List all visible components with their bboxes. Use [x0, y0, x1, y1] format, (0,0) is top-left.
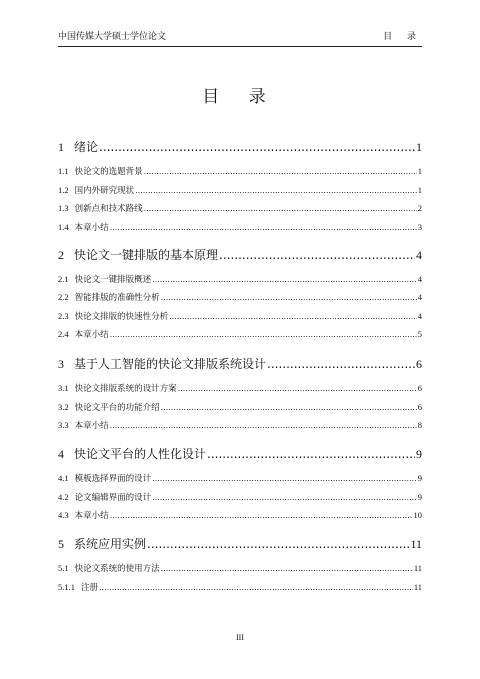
- toc-entry-title: 快论文的选题背景: [74, 167, 143, 177]
- toc-entry-title: 创新点和技术路线: [74, 204, 143, 214]
- toc-entry-number: 2.1: [58, 274, 69, 284]
- toc-entry-number: 2.3: [58, 311, 69, 321]
- page-title: 目 录: [202, 87, 278, 107]
- toc-section-entry[interactable]: [58, 310, 422, 322]
- toc-entry-title: 论文编辑界面的设计: [74, 493, 152, 503]
- toc-dot-leader: [161, 293, 417, 302]
- toc-dot-leader: [152, 474, 417, 483]
- toc-dot-leader: [169, 312, 417, 321]
- toc-entry-page: 4: [417, 274, 422, 284]
- toc-section-entry[interactable]: [58, 291, 422, 303]
- toc-entry-page: 2: [417, 203, 422, 213]
- toc-entry-title: 快论文排版的快速性分析: [74, 312, 169, 322]
- toc-chapter-entry[interactable]: [58, 355, 422, 372]
- toc-entry-title: 快论文平台的人性化设计: [74, 447, 207, 461]
- toc-entry-title: 国内外研究现状: [74, 186, 135, 196]
- toc-section-entry[interactable]: [58, 419, 422, 431]
- toc-dot-leader: [152, 493, 417, 502]
- toc-section-entry[interactable]: [58, 491, 422, 503]
- toc-entry-number: 1.1: [58, 166, 69, 176]
- toc-entry-page: 11: [413, 563, 422, 573]
- toc-entry-page: 1: [417, 185, 422, 195]
- toc-entry-number: 1.2: [58, 185, 69, 195]
- toc-entry-number: 4.1: [58, 473, 69, 483]
- toc-section-entry[interactable]: [58, 509, 422, 521]
- toc-chapter-entry[interactable]: [58, 445, 422, 462]
- toc-entry-number: 5.1: [58, 563, 69, 573]
- toc-entry-page: 10: [413, 510, 422, 520]
- toc-dot-leader: [135, 186, 417, 195]
- toc-dot-leader: [178, 384, 417, 393]
- toc-section-entry[interactable]: [58, 562, 422, 574]
- toc-dot-leader: [110, 330, 417, 339]
- toc-entry-number: 2.4: [58, 329, 69, 339]
- toc-entry-number: 3: [58, 357, 64, 371]
- toc-entry-title: 本章小结: [74, 223, 109, 233]
- toc-entry-title: 快论文一键排版的基本原理: [74, 248, 219, 262]
- toc-section-entry[interactable]: [58, 581, 422, 593]
- toc-entry-title: 本章小结: [74, 330, 109, 340]
- toc-entry-page: 4: [416, 248, 422, 262]
- toc-section-entry[interactable]: [58, 401, 422, 413]
- toc-dot-leader: [144, 204, 417, 213]
- toc-dot-leader: [110, 223, 417, 232]
- toc-entry-title: 基于人工智能的快论文排版系统设计: [74, 357, 267, 371]
- toc-dot-leader: [144, 167, 417, 176]
- header-divider: [58, 46, 422, 47]
- toc-entry-page: 6: [417, 402, 422, 412]
- toc-dot-leader: [161, 564, 413, 573]
- toc-entry-number: 1.3: [58, 203, 69, 213]
- toc-entry-number: 3.1: [58, 383, 69, 393]
- toc-dot-leader: [219, 248, 415, 262]
- toc-section-entry[interactable]: [58, 221, 422, 233]
- toc-entry-number: 5: [58, 537, 64, 551]
- toc-section-entry[interactable]: [58, 382, 422, 394]
- toc-entry-title: 模板选择界面的设计: [74, 474, 152, 484]
- toc-entry-page: 4: [417, 292, 422, 302]
- toc-entry-title: 本章小结: [74, 421, 109, 431]
- toc-section-entry[interactable]: [58, 202, 422, 214]
- toc-entry-title: 快论文排版系统的设计方案: [74, 384, 177, 394]
- toc-entry-page: 1: [416, 140, 422, 154]
- toc-entry-title: 快论文系统的使用方法: [74, 564, 160, 574]
- header-section-name: 目 录: [383, 32, 422, 42]
- toc-entry-number: 2: [58, 248, 64, 262]
- toc-chapter-entry[interactable]: [58, 246, 422, 263]
- toc-section-entry[interactable]: [58, 184, 422, 196]
- toc-dot-leader: [147, 537, 409, 551]
- toc-section-entry[interactable]: [58, 328, 422, 340]
- toc-entry-number: 3.2: [58, 402, 69, 412]
- toc-section-entry[interactable]: [58, 273, 422, 285]
- page-header: [58, 30, 422, 46]
- toc-entry-page: 8: [417, 420, 422, 430]
- toc-entry-page: 4: [417, 311, 422, 321]
- toc-entry-title: 注册: [81, 583, 99, 593]
- toc-dot-leader: [161, 403, 417, 412]
- toc-entry-title: 快论文平台的功能介绍: [74, 403, 160, 413]
- toc-entry-page: 6: [416, 357, 422, 371]
- toc-entry-page: 1: [417, 166, 422, 176]
- toc-dot-leader: [99, 583, 413, 592]
- toc-dot-leader: [267, 357, 415, 371]
- toc-entry-page: 5: [417, 329, 422, 339]
- toc-entry-number: 3.3: [58, 420, 69, 430]
- toc-section-entry[interactable]: [58, 165, 422, 177]
- toc-entry-title: 绪论: [74, 140, 99, 154]
- toc-chapter-entry[interactable]: [58, 138, 422, 155]
- toc-entry-page: 9: [416, 447, 422, 461]
- toc-entry-number: 4.2: [58, 492, 69, 502]
- toc-entry-page: 11: [413, 582, 422, 592]
- toc-entry-page: 6: [417, 383, 422, 393]
- header-thesis-title: 中国传媒大学硕士学位论文: [58, 32, 167, 42]
- toc-dot-leader: [152, 275, 417, 284]
- toc-dot-leader: [110, 421, 417, 430]
- toc-entry-number: 1.4: [58, 222, 69, 232]
- toc-entry-page: 9: [417, 473, 422, 483]
- toc-entry-number: 5.1.1: [58, 582, 75, 592]
- toc-entry-page: 3: [417, 222, 422, 232]
- toc-entry-number: 1: [58, 140, 64, 154]
- toc-dot-leader: [110, 511, 413, 520]
- page-number: III: [236, 633, 244, 642]
- toc-entry-page: 11: [410, 537, 422, 551]
- toc-entry-title: 快论文一键排版概述: [74, 275, 152, 285]
- toc-entry-number: 2.2: [58, 292, 69, 302]
- toc-dot-leader: [99, 140, 415, 154]
- toc-dot-leader: [207, 447, 415, 461]
- toc-entry-title: 系统应用实例: [74, 537, 147, 551]
- toc-chapter-entry[interactable]: [58, 535, 422, 552]
- toc-entry-page: 9: [417, 492, 422, 502]
- toc-section-entry[interactable]: [58, 472, 422, 484]
- toc-entry-title: 智能排版的准确性分析: [74, 293, 160, 303]
- toc-entry-number: 4: [58, 447, 64, 461]
- toc-entry-number: 4.3: [58, 510, 69, 520]
- toc-entry-title: 本章小结: [74, 511, 109, 521]
